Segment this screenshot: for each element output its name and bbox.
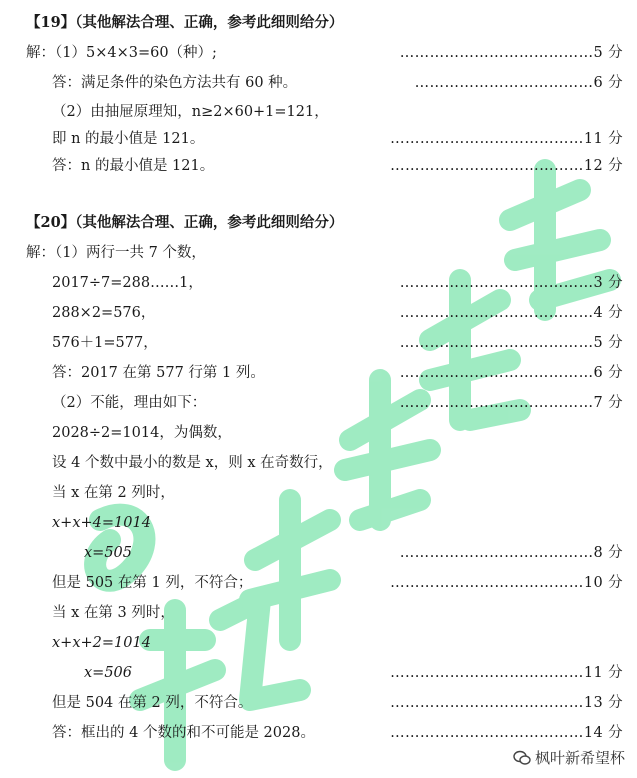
q20-line-10: x+x+4=1014 [52, 515, 151, 531]
q19-score-2: ………………………………6 分 [414, 75, 623, 91]
q20-line-16: 但是 504 在第 2 列，不符合。 [52, 695, 253, 711]
q20-line-1: 解：（1）两行一共 7 个数， [26, 245, 206, 261]
q20-score-2: …………………………………3 分 [399, 275, 623, 291]
q20-line-11: x=505 [84, 545, 133, 561]
q19-line-5: 答：n 的最小值是 121。 [52, 158, 215, 174]
q20-score-15: …………………………………11 分 [390, 665, 623, 681]
q19-line-4: 即 n 的最小值是 121。 [52, 131, 205, 147]
q20-score-17: …………………………………14 分 [390, 725, 623, 741]
q20-score-12: …………………………………10 分 [390, 575, 623, 591]
wechat-icon [513, 750, 531, 766]
wechat-logo [509, 745, 629, 770]
q20-line-7: 2028÷2=1014，为偶数， [52, 425, 232, 441]
q20-line-2: 2017÷7=288……1， [52, 275, 203, 291]
q19-line-2: 答：满足条件的染色方法共有 60 种。 [52, 75, 298, 91]
q20-line-17: 答：框出的 4 个数的和不可能是 2028。 [52, 725, 315, 741]
q20-score-5: …………………………………6 分 [399, 365, 623, 381]
q20-score-6: …………………………………7 分 [399, 395, 623, 411]
q20-line-6: （2）不能，理由如下： [52, 395, 207, 411]
q20-line-14: x+x+2=1014 [52, 635, 151, 651]
q20-line-12: 但是 505 在第 1 列，不符合； [52, 575, 253, 591]
q20-line-9: 当 x 在第 2 列时， [52, 485, 175, 501]
q20-line-5: 答：2017 在第 577 行第 1 列。 [52, 365, 265, 381]
q20-line-13: 当 x 在第 3 列时， [52, 605, 175, 621]
q20-score-4: …………………………………5 分 [399, 335, 623, 351]
q20-line-8: 设 4 个数中最小的数是 x，则 x 在奇数行， [52, 455, 333, 471]
logo-text: 枫叶新希望杯 [534, 749, 625, 767]
q19-header: 【19】（其他解法合理、正确，参考此细则给分） [26, 14, 344, 31]
q19-score-1: …………………………………5 分 [399, 45, 623, 61]
q20-score-3: …………………………………4 分 [399, 305, 623, 321]
q20-line-4: 576＋1=577， [52, 335, 158, 351]
q20-score-11: …………………………………8 分 [399, 545, 623, 561]
q20-header: 【20】（其他解法合理、正确，参考此细则给分） [26, 214, 344, 231]
q19-line-3: （2）由抽屉原理知，n≥2×60+1=121， [52, 104, 329, 120]
q19-score-4: …………………………………11 分 [390, 131, 623, 147]
q20-line-15: x=506 [84, 665, 133, 681]
q20-score-16: …………………………………13 分 [390, 695, 623, 711]
q19-line-1: 解：（1）5×4×3=60（种）; [26, 45, 217, 61]
q19-score-5: …………………………………12 分 [390, 158, 623, 174]
q20-line-3: 288×2=576， [52, 305, 156, 321]
